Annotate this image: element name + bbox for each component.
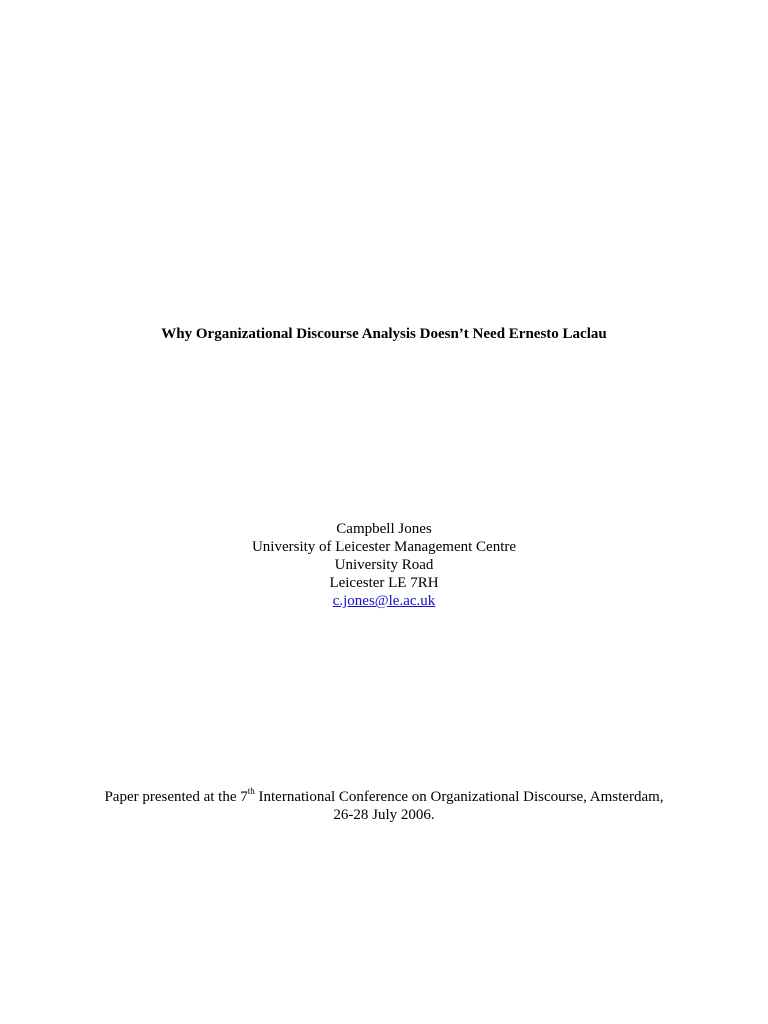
author-affiliation: University of Leicester Management Centre <box>251 539 517 555</box>
address-line-2: Leicester LE 7RH <box>329 575 439 591</box>
author-name: Campbell Jones <box>336 521 432 537</box>
author-email-link[interactable]: c.jones@le.ac.uk <box>332 593 436 609</box>
address-line-1: University Road <box>334 557 434 573</box>
presentation-line-2: 26-28 July 2006. <box>333 807 435 823</box>
presentation-text-after: International Conference on Organizational Discourse, Amsterdam, <box>254 789 664 805</box>
author-block <box>0 520 768 610</box>
ordinal-superscript: th <box>247 786 255 796</box>
presentation-text-before: Paper presented at the 7 <box>104 789 248 805</box>
presentation-line-1 <box>0 788 768 806</box>
presentation-note <box>0 788 768 824</box>
paper-title: Why Organizational Discourse Analysis Doesn’t Need Ernesto Laclau <box>161 326 607 342</box>
